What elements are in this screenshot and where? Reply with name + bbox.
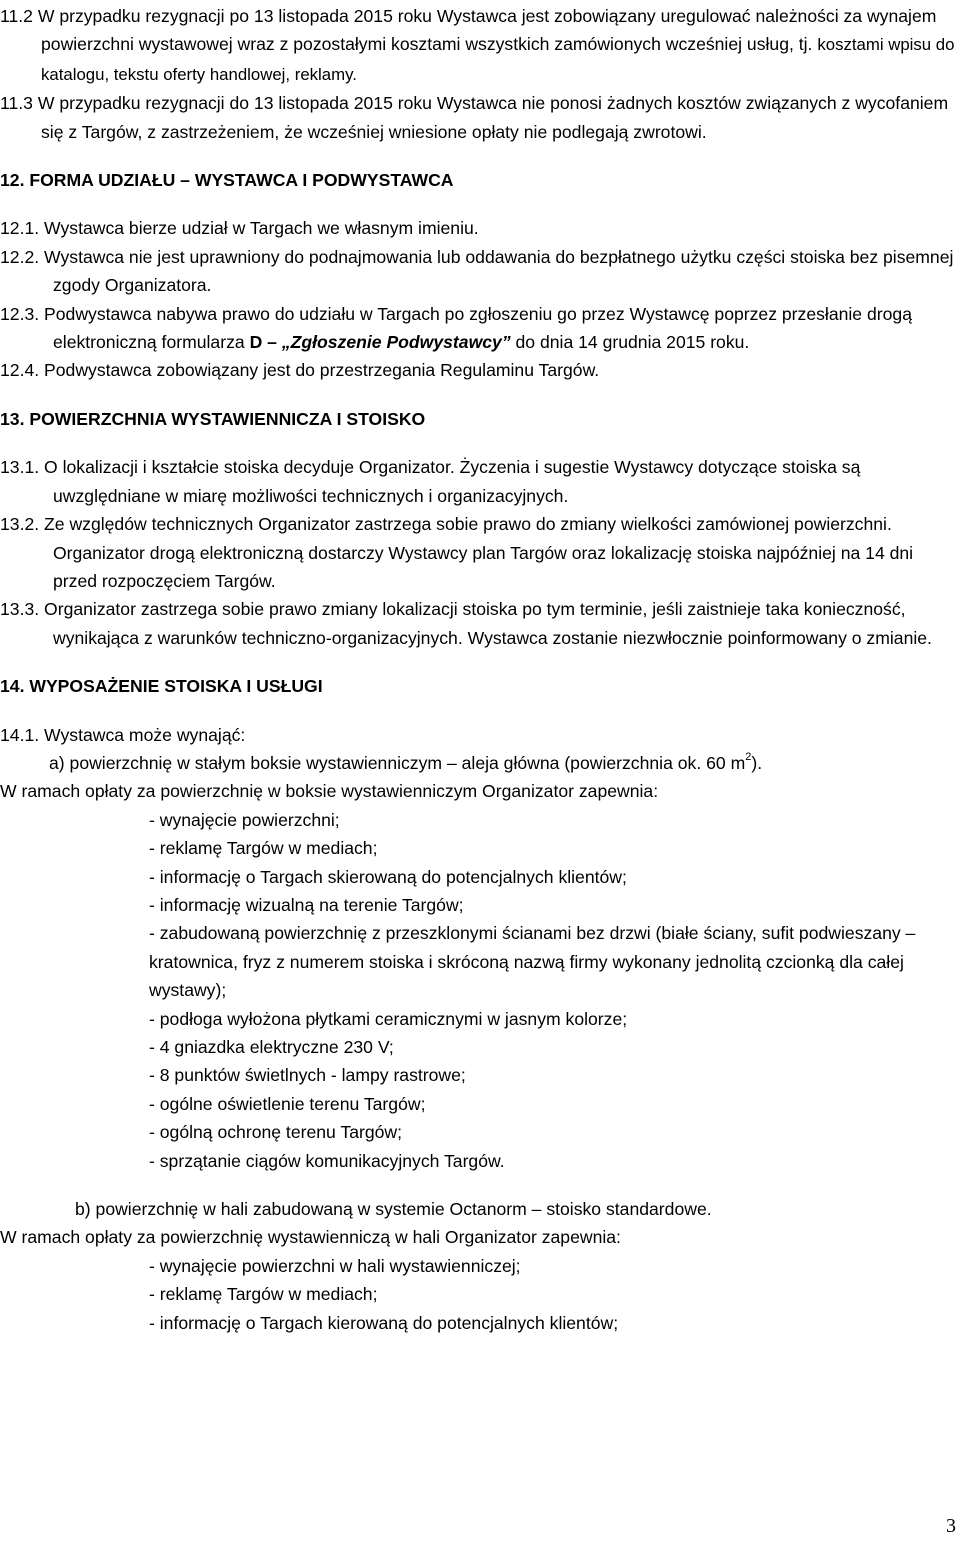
clause-number: 13.2. <box>0 514 40 535</box>
clause-13-1 <box>0 453 958 510</box>
section-heading-13: 13. POWIERZCHNIA WYSTAWIENNICZA I STOISKO <box>0 408 426 429</box>
clause-text: Podwystawca nabywa prawo do udziału w Targach po zgłoszeniu go przez Wystawcę poprzez przesłanie drogą elektroniczną formularza <box>44 303 912 353</box>
list-item: - ogólne oświetlenie terenu Targów; <box>149 1093 426 1114</box>
clause-12-3 <box>0 300 958 357</box>
intro-a: W ramach opłaty za powierzchnię w boksie wystawienniczym Organizator zapewnia: <box>0 781 659 802</box>
page-number: 3 <box>946 1515 956 1537</box>
clause-13-2 <box>0 510 958 595</box>
clause-text: Podwystawca zobowiązany jest do przestrzegania Regulaminu Targów. <box>44 360 600 381</box>
clause-text: O lokalizacji i kształcie stoiska decyduje Organizator. Życzenia i sugestie Wystawcy dotyczące stoiska są uwzględniane w miarę możliwości technicznych i organizacyjnych. <box>44 457 861 506</box>
list-item: - ogólną ochronę terenu Targów; <box>149 1122 402 1143</box>
clause-text: W przypadku rezygnacji po 13 listopada 2015 roku Wystawca jest zobowiązany uregulować należności za wynajem powierzchni wystawowej wraz z pozostałymi kosztami wszystkich zamówionych wcześniej usług, tj. <box>37 6 937 55</box>
clause-text-end: do dnia 14 grudnia 2015 roku. <box>515 332 750 353</box>
list-item: - reklamę Targów w mediach; <box>149 1284 378 1305</box>
section-heading-12: 12. FORMA UDZIAŁU – WYSTAWCA I PODWYSTAWCA <box>0 170 454 191</box>
intro-b: W ramach opłaty za powierzchnię wystawienniczą w hali Organizator zapewnia: <box>0 1227 621 1248</box>
provisions-list-a <box>0 806 958 1175</box>
list-item: - informację o Targach skierowaną do potencjalnych klientów; <box>149 866 627 887</box>
clause-number: 11.3 <box>0 93 33 114</box>
document-page <box>0 2 958 1337</box>
list-item: - informację wizualną na terenie Targów; <box>149 894 464 915</box>
option-b: b) powierzchnię w hali zabudowaną w systemie Octanorm – stoisko standardowe. <box>75 1199 712 1220</box>
clause-number: 11.2 <box>0 6 33 26</box>
list-item: - podłoga wyłożona płytkami ceramicznymi w jasnym kolorze; <box>149 1008 628 1029</box>
clause-text: Ze względów technicznych Organizator zastrzega sobie prawo do zmiany wielkości zamówionej powierzchni. Organizator drogą elektroniczną dostarczy Wystawcy plan Targów oraz lokalizację stoiska najpóźniej na 14 dni przed rozpoczęciem Targów. <box>44 514 914 591</box>
option-a-tail: ). <box>751 752 763 773</box>
list-item: - reklamę Targów w mediach; <box>149 838 378 859</box>
clause-11-3 <box>0 89 958 146</box>
provisions-list-b <box>0 1252 958 1337</box>
clause-12-1 <box>0 214 958 242</box>
clause-14-1 <box>0 721 958 749</box>
list-item: - informację o Targach kierowaną do potencjalnych klientów; <box>149 1312 619 1333</box>
list-item: - zabudowaną powierzchnię z przeszklonymi ścianami bez drzwi (białe ściany, sufit podwieszany – kratownica, fryz z numerem stoiska i skróconą nazwą firmy wykonany jednolitą czcionką dla całej wystawy); <box>149 923 916 1001</box>
list-item: - 4 gniazdka elektryczne 230 V; <box>149 1037 394 1057</box>
form-name: „Zgłoszenie Podwystawcy” <box>281 332 511 353</box>
section-heading-14: 14. WYPOSAŻENIE STOISKA I USŁUGI <box>0 676 323 697</box>
clause-text: Wystawca bierze udział w Targach we własnym imieniu. <box>44 218 479 239</box>
superscript: 2 <box>745 751 752 764</box>
clause-text-tail: kosztami wpisu do katalogu, tekstu oferty handlowej, reklamy. <box>41 35 955 84</box>
clause-13-3 <box>0 595 958 652</box>
clause-number: 12.4. <box>0 360 40 381</box>
clause-number: 14.1. <box>0 724 40 745</box>
clause-11-2 <box>0 2 958 89</box>
clause-number: 13.1. <box>0 457 40 478</box>
list-item: - 8 punktów świetlnych - lampy rastrowe; <box>149 1065 466 1086</box>
list-item: - wynajęcie powierzchni w hali wystawienniczej; <box>149 1255 521 1276</box>
option-a-text: a) powierzchnię w stałym boksie wystawienniczym – aleja główna (powierzchnia ok. 60 m <box>49 752 746 773</box>
clause-text: Wystawca nie jest uprawniony do podnajmowania lub oddawania do bezpłatnego użytku części stoiska bez pisemnej zgody Organizatora. <box>44 246 954 296</box>
clause-number: 12.2. <box>0 246 40 267</box>
clause-text: Wystawca może wynająć: <box>44 724 246 745</box>
list-item: - wynajęcie powierzchni; <box>149 809 340 830</box>
clause-number: 13.3. <box>0 599 40 620</box>
option-a <box>0 749 958 777</box>
clause-12-4 <box>0 356 958 384</box>
clause-number: 12.3. <box>0 303 40 324</box>
form-code: D – <box>249 332 277 353</box>
list-item: - sprzątanie ciągów komunikacyjnych Targów. <box>149 1150 505 1171</box>
clause-text: W przypadku rezygnacji do 13 listopada 2015 roku Wystawca nie ponosi żadnych kosztów związanych z wycofaniem się z Targów, z zastrzeżeniem, że wcześniej wniesione opłaty nie podlegają zwrotowi. <box>37 93 949 142</box>
clause-12-2 <box>0 243 958 300</box>
clause-number: 12.1. <box>0 218 40 239</box>
clause-text: Organizator zastrzega sobie prawo zmiany lokalizacji stoiska po tym terminie, jeśli zaistnieje taka konieczność, wynikająca z warunków techniczno-organizacyjnych. Wystawca zostanie niezwłocznie poinformowany o zmianie. <box>44 599 932 648</box>
